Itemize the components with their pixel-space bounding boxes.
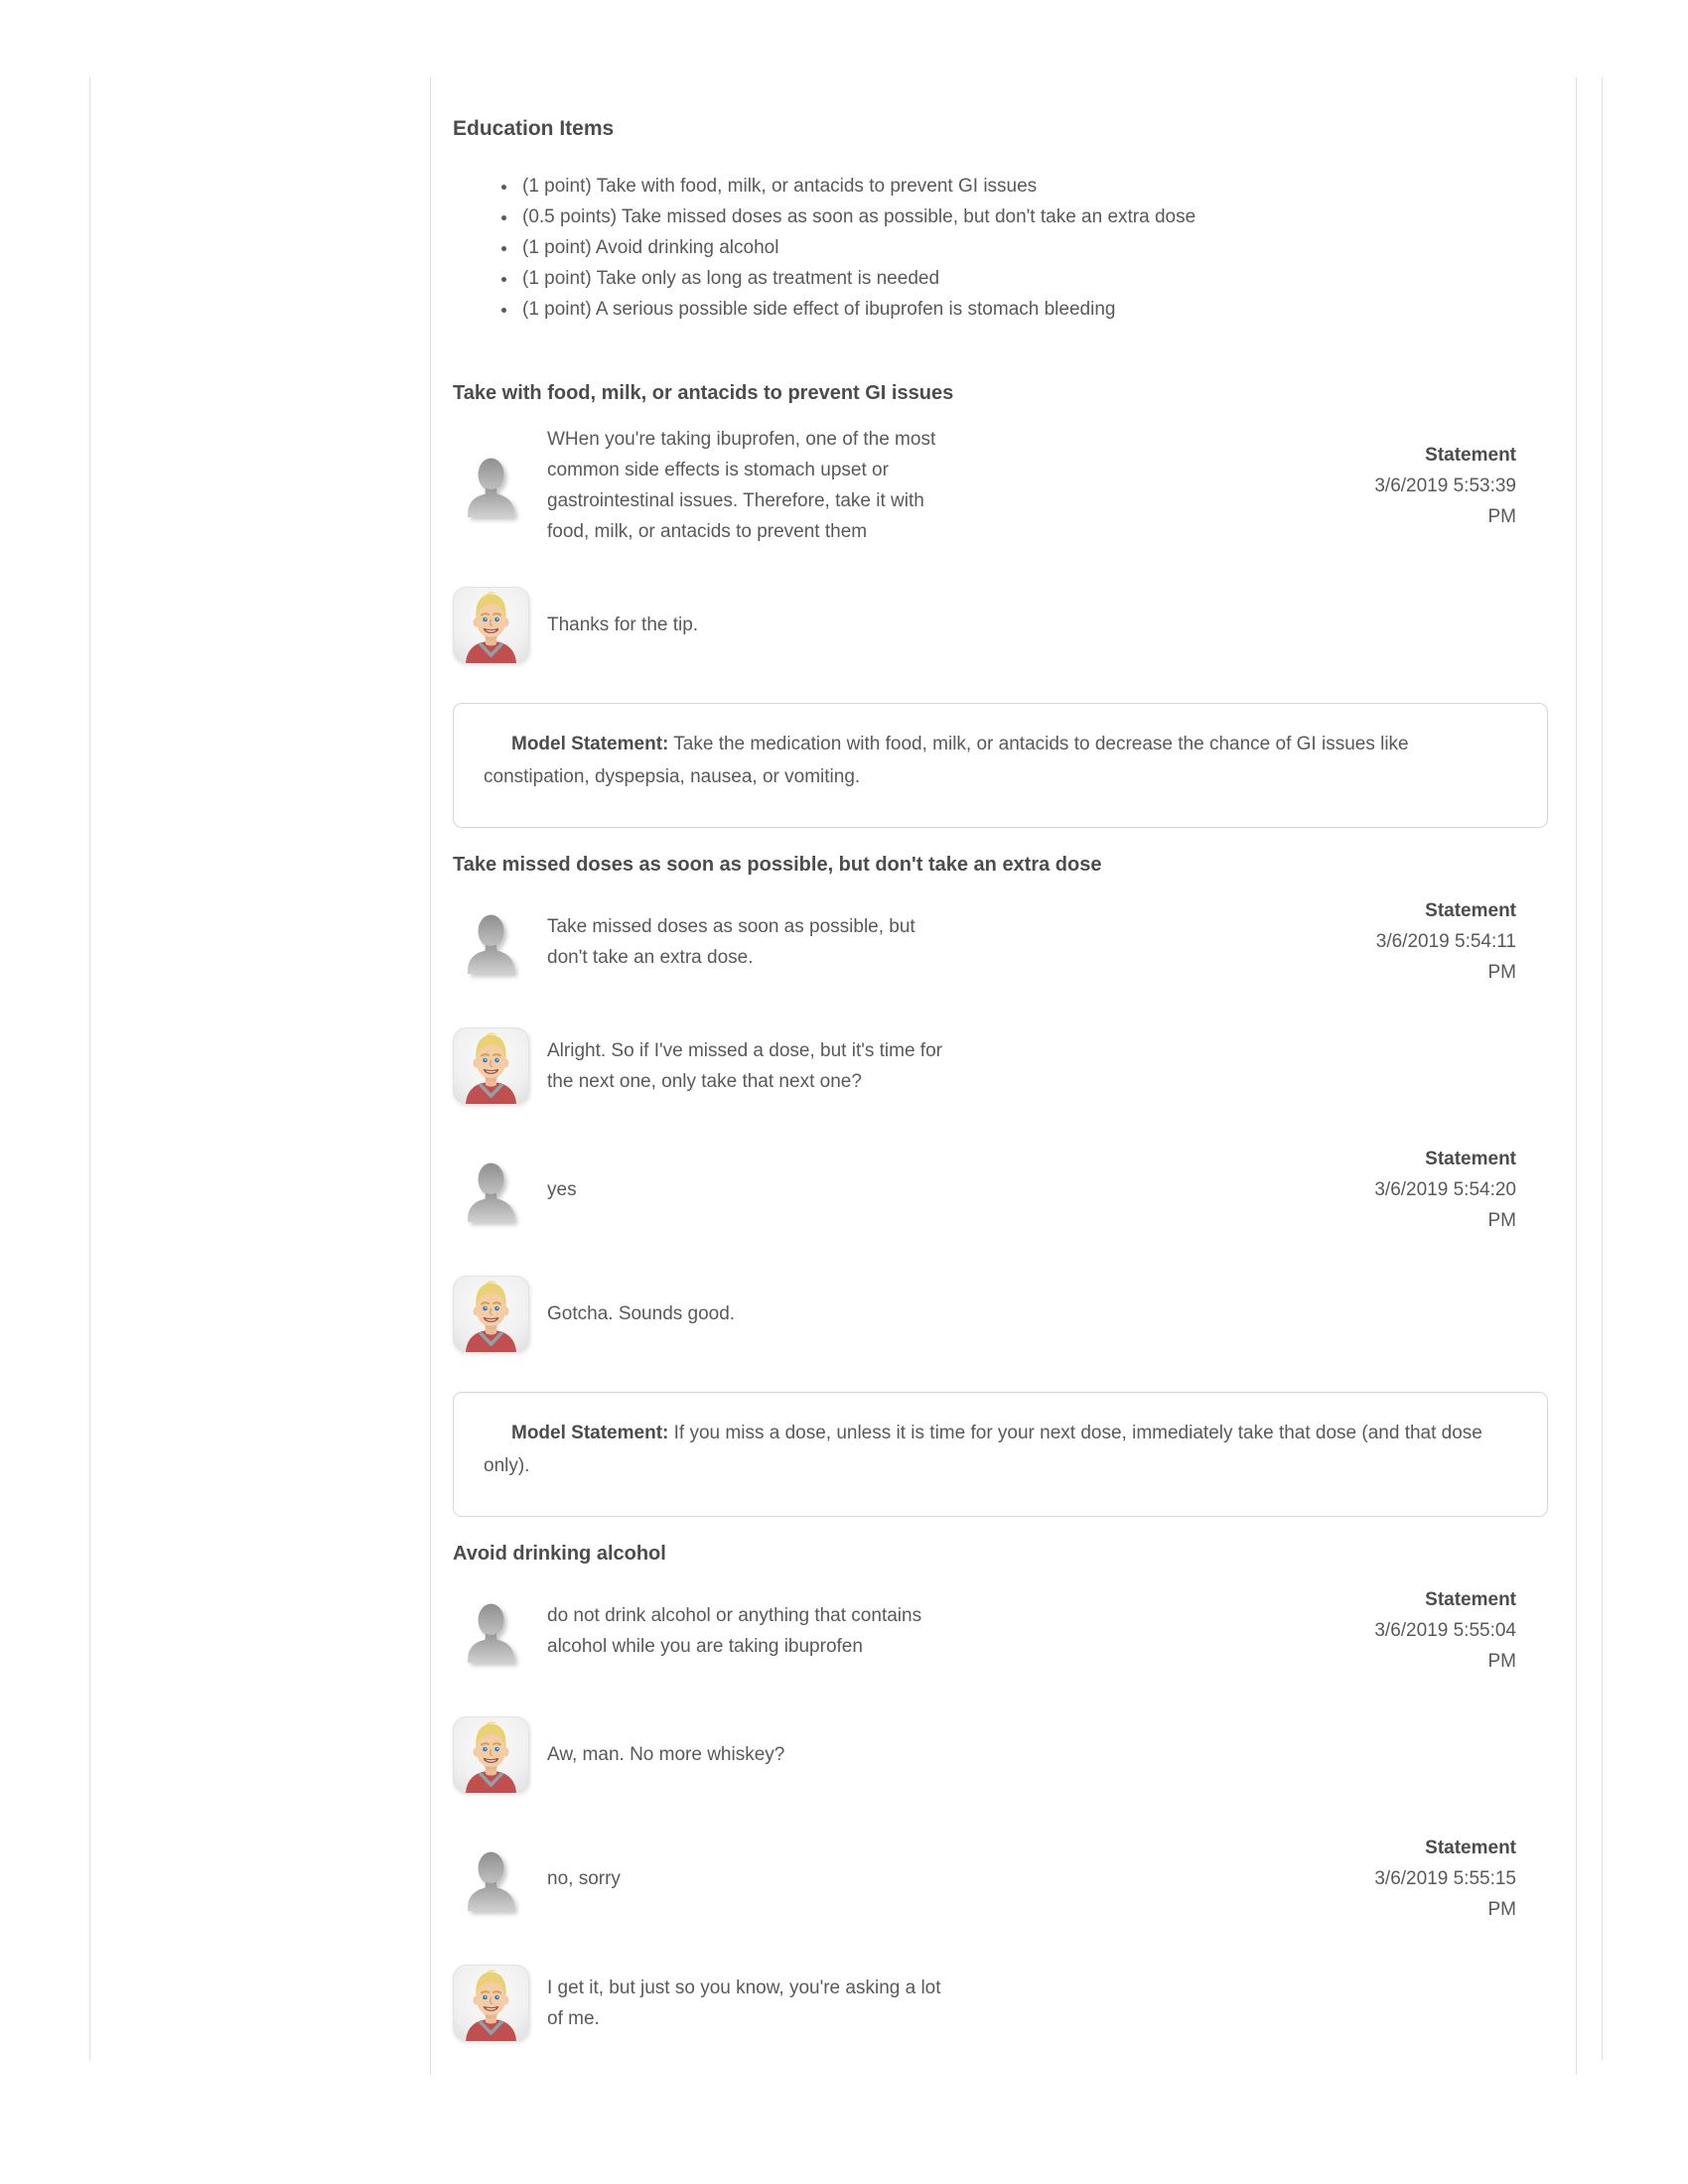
blonde-man-avatar — [453, 1276, 529, 1352]
generic-person-avatar — [460, 1599, 523, 1663]
model-statement-text — [484, 728, 1517, 793]
generic-person-avatar — [460, 454, 523, 517]
message-text: Aw, man. No more whiskey? — [547, 1744, 785, 1765]
statement-timestamp: 3/6/2019 5:55:15 PM — [1374, 1868, 1516, 1920]
page-rule-right — [1602, 77, 1603, 2060]
message-meta — [1359, 1584, 1516, 1677]
statement-label: Statement — [1425, 900, 1516, 921]
transcript-card — [430, 77, 1577, 2075]
blonde-man-avatar — [453, 1027, 529, 1104]
message-row — [453, 587, 1548, 663]
statement-timestamp: 3/6/2019 5:54:20 PM — [1374, 1179, 1516, 1231]
statement-label: Statement — [1425, 1149, 1516, 1169]
message-row — [453, 1027, 1548, 1104]
model-statement-box — [453, 1392, 1548, 1517]
message-meta — [1359, 1833, 1516, 1925]
message-text: Thanks for the tip. — [547, 614, 699, 635]
avatar-cell — [453, 1276, 529, 1352]
model-statement-text — [484, 1417, 1517, 1482]
statement-label: Statement — [1425, 1589, 1516, 1610]
generic-person-avatar — [460, 910, 523, 974]
message-row — [453, 1833, 1548, 1925]
statement-timestamp: 3/6/2019 5:54:11 PM — [1375, 931, 1516, 983]
avatar-cell — [453, 1027, 529, 1104]
avatar-cell — [453, 1847, 529, 1911]
message-row — [453, 1276, 1548, 1352]
model-statement-label: Model Statement: — [511, 1423, 669, 1443]
model-statement-box — [453, 703, 1548, 828]
message-meta — [1359, 440, 1516, 532]
blonde-man-avatar — [453, 587, 529, 663]
message-text: WHen you're taking ibuprofen, one of the most common side effects is stomach upset or gastrointestinal issues. Therefore, take it with food, milk, or antacids to prevent them — [547, 429, 936, 542]
message-text: Gotcha. Sounds good. — [547, 1303, 736, 1324]
message-row — [453, 1965, 1548, 2041]
generic-person-avatar — [460, 1159, 523, 1222]
model-statement-body: If you miss a dose, unless it is time for your next dose, immediately take that dose (and that dose only). — [484, 1423, 1482, 1476]
avatar-cell — [453, 454, 529, 517]
message-meta — [1359, 1144, 1516, 1236]
generic-person-avatar — [460, 1847, 523, 1911]
avatar-cell — [453, 1599, 529, 1663]
education-item: • (0.5 points) Take missed doses as soon as possible, but don't take an extra dose — [518, 202, 1548, 232]
avatar-cell — [453, 910, 529, 974]
blonde-man-avatar — [453, 1965, 529, 2041]
education-items-list — [453, 171, 1548, 325]
model-statement-body: Take the medication with food, milk, or antacids to decrease the chance of GI issues like constipation, dyspepsia, nausea, or vomiting. — [484, 734, 1409, 787]
section-heading: Avoid drinking alcohol — [453, 1543, 666, 1565]
blonde-man-avatar — [453, 1716, 529, 1793]
education-item: • (1 point) Take with food, milk, or antacids to prevent GI issues — [518, 171, 1548, 202]
message-text: I get it, but just so you know, you're asking a lot of me. — [547, 1977, 941, 2029]
education-item: • (1 point) Avoid drinking alcohol — [518, 232, 1548, 263]
message-text: Take missed doses as soon as possible, but don't take an extra dose. — [547, 915, 915, 968]
statement-label: Statement — [1425, 1838, 1516, 1858]
message-meta — [1359, 895, 1516, 988]
avatar-cell — [453, 1159, 529, 1222]
avatar-cell — [453, 587, 529, 663]
model-statement-label: Model Statement: — [511, 734, 669, 754]
message-text: do not drink alcohol or anything that contains alcohol while you are taking ibuprofen — [547, 1604, 922, 1657]
page-rule-left — [89, 77, 90, 2060]
avatar-cell — [453, 1965, 529, 2041]
statement-timestamp: 3/6/2019 5:55:04 PM — [1374, 1620, 1516, 1672]
section-heading: Take with food, milk, or antacids to prevent GI issues — [453, 382, 954, 404]
avatar-cell — [453, 1716, 529, 1793]
message-row — [453, 1584, 1548, 1677]
message-row — [453, 424, 1548, 547]
message-row — [453, 1144, 1548, 1236]
message-row — [453, 1716, 1548, 1793]
section-heading: Take missed doses as soon as possible, but don't take an extra dose — [453, 854, 1102, 876]
statement-timestamp: 3/6/2019 5:53:39 PM — [1374, 475, 1516, 527]
message-text: no, sorry — [547, 1868, 621, 1889]
education-item: • (1 point) A serious possible side effect of ibuprofen is stomach bleeding — [518, 294, 1548, 325]
education-item: • (1 point) Take only as long as treatment is needed — [518, 263, 1548, 294]
statement-label: Statement — [1425, 444, 1516, 466]
education-items-title: Education Items — [453, 117, 615, 140]
message-text: Alright. So if I've missed a dose, but it's time for the next one, only take that next one? — [547, 1039, 942, 1092]
message-row — [453, 895, 1548, 988]
message-text: yes — [547, 1179, 577, 1200]
